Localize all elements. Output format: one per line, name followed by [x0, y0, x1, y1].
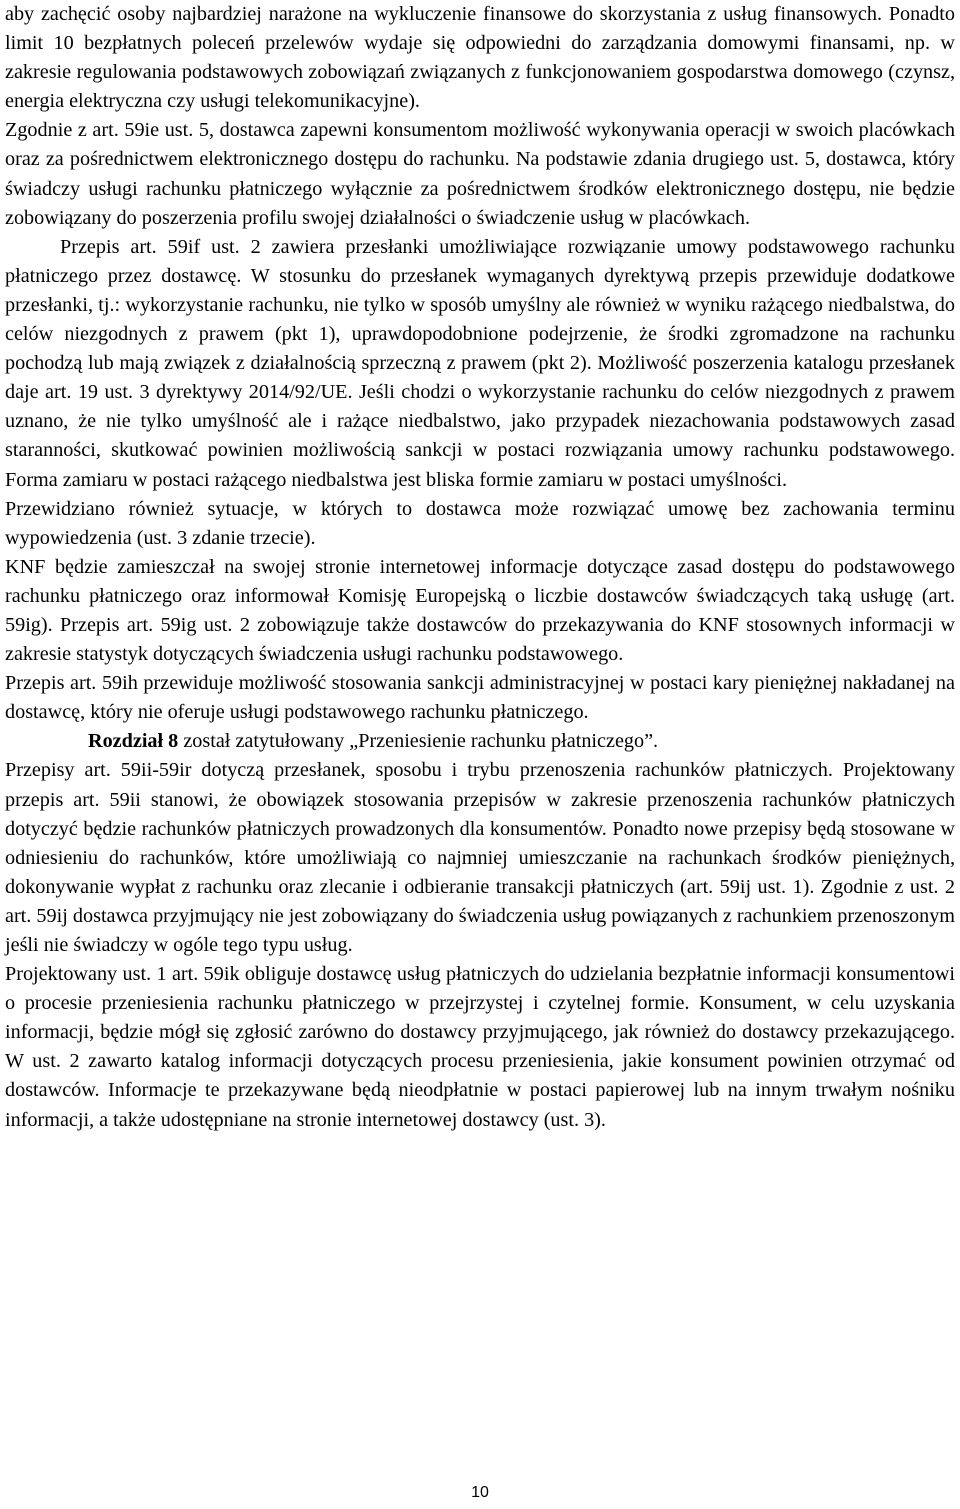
paragraph-art-59ie: Zgodnie z art. 59ie ust. 5, dostawca zapewni konsumentom możliwość wykonywania operacji w swoich placówkach oraz za pośrednictwem elektronicznego dostępu do rachunku. Na podstawie zdania drugiego ust. 5, dostawca, który świadczy usługi rachunku płatniczego wyłącznie za pośrednictwem środków elektronicznego dostępu, nie będzie zobowiązany do poszerzenia profilu swojej działalności o świadczenie usług w placówkach.: [5, 119, 955, 229]
chapter-heading-paragraph: [5, 727, 955, 756]
paragraph-art-59if: Przepis art. 59if ust. 2 zawiera przesłanki umożliwiające rozwiązanie umowy podstawowego rachunku płatniczego przez dostawcę. W stosunku do przesłanek wymaganych dyrektywą przepis przewiduje dodatkowe przesłanki, tj.: wykorzystanie rachunku, nie tylko w sposób umyślny ale również w wyniku rażącego niedbalstwa, do celów niezgodnych z prawem (pkt 1), uprawdopodobnione podejrzenie, że środki zgromadzone na rachunku pochodzą lub mają związek z działalnością sprzeczną z prawem (pkt 2). Możliwość poszerzenia katalogu przesłanek daje art. 19 ust. 3 dyrektywy 2014/92/UE. Jeśli chodzi o wykorzystanie rachunku do celów niezgodnych z prawem uznano, że nie tylko umyślność ale i rażące niedbalstwo, jako przypadek niezachowania podstawowych zasad staranności, skutkować powinien możliwością sankcji w postaci rozwiązania umowy rachunku podstawowego. Forma zamiaru w postaci rażącego niedbalstwa jest bliska formie zamiaru w postaci umyślności.: [5, 235, 955, 491]
paragraph-art-59ik: Projektowany ust. 1 art. 59ik obliguje dostawcę usług płatniczych do udzielania bezpłatnie informacji konsumentowi o procesie przeniesienia rachunku płatniczego w przejrzystej i czytelnej formie. Konsument, w celu uzyskania informacji, będzie mógł się zgłosić zarówno do dostawcy przyjmującego, jak również do dostawcy przekazującego. W ust. 2 zawarto katalog informacji dotyczących procesu przeniesienia, jakie konsument powinien otrzymać od dostawców. Informacje te przekazywane będą nieodpłatnie w postaci papierowej lub na innym trwałym nośniku informacji, a także udostępniane na stronie internetowej dostawcy (ust. 3).: [5, 963, 955, 1131]
chapter-heading-rest: został zatytułowany „Przeniesienie rachunku płatniczego”.: [178, 730, 659, 753]
paragraph-intro: aby zachęcić osoby najbardziej narażone na wykluczenie finansowe do skorzystania z usług finansowych. Ponadto limit 10 bezpłatnych poleceń przelewów wydaje się odpowiedni do zarządzania domowymi finansami, np. w zakresie regulowania podstawowych zobowiązań związanych z funkcjonowaniem gospodarstwa domowego (czynsz, energia elektryczna czy usługi telekomunikacyjne).: [5, 3, 955, 113]
page-number: 10: [471, 1484, 489, 1501]
paragraph-art-59ii: Przepisy art. 59ii-59ir dotyczą przesłanek, sposobu i trybu przenoszenia rachunków płatniczych. Projektowany przepis art. 59ii stanowi, że obowiązek stosowania przepisów w zakresie przenoszenia rachunków płatniczych dotyczyć będzie rachunków płatniczych prowadzonych dla konsumentów. Ponadto nowe przepisy będą stosowane w odniesieniu do rachunków, które umożliwiają co najmniej umieszczanie na rachunkach środków pieniężnych, dokonywanie wypłat z rachunku oraz zlecanie i odbieranie transakcji płatniczych (art. 59ij ust. 1). Zgodnie z ust. 2 art. 59ij dostawca przyjmujący nie jest zobowiązany do świadczenia usług powiązanych z rachunkiem przenoszonym jeśli nie świadczy w ogóle tego typu usług.: [5, 759, 955, 956]
paragraph-art-59ih: Przepis art. 59ih przewiduje możliwość stosowania sankcji administracyjnej w postaci kary pieniężnej nakładanej na dostawcę, który nie oferuje usługi podstawowego rachunku płatniczego.: [5, 672, 955, 724]
paragraph-knf: KNF będzie zamieszczał na swojej stronie internetowej informacje dotyczące zasad dostępu do podstawowego rachunku płatniczego oraz informował Komisję Europejską o liczbie dostawców świadczących taką usługę (art. 59ig). Przepis art. 59ig ust. 2 zobowiązuje także dostawców do przekazywania do KNF stosownych informacji w zakresie statystyk dotyczących świadczenia usługi rachunku podstawowego.: [5, 555, 955, 666]
document-page: [5, 0, 955, 1135]
paragraph-termination: Przewidziano również sytuacje, w których to dostawca może rozwiązać umowę bez zachowania terminu wypowiedzenia (ust. 3 zdanie trzecie).: [5, 497, 955, 549]
chapter-heading-bold: Rozdział 8: [88, 730, 179, 753]
